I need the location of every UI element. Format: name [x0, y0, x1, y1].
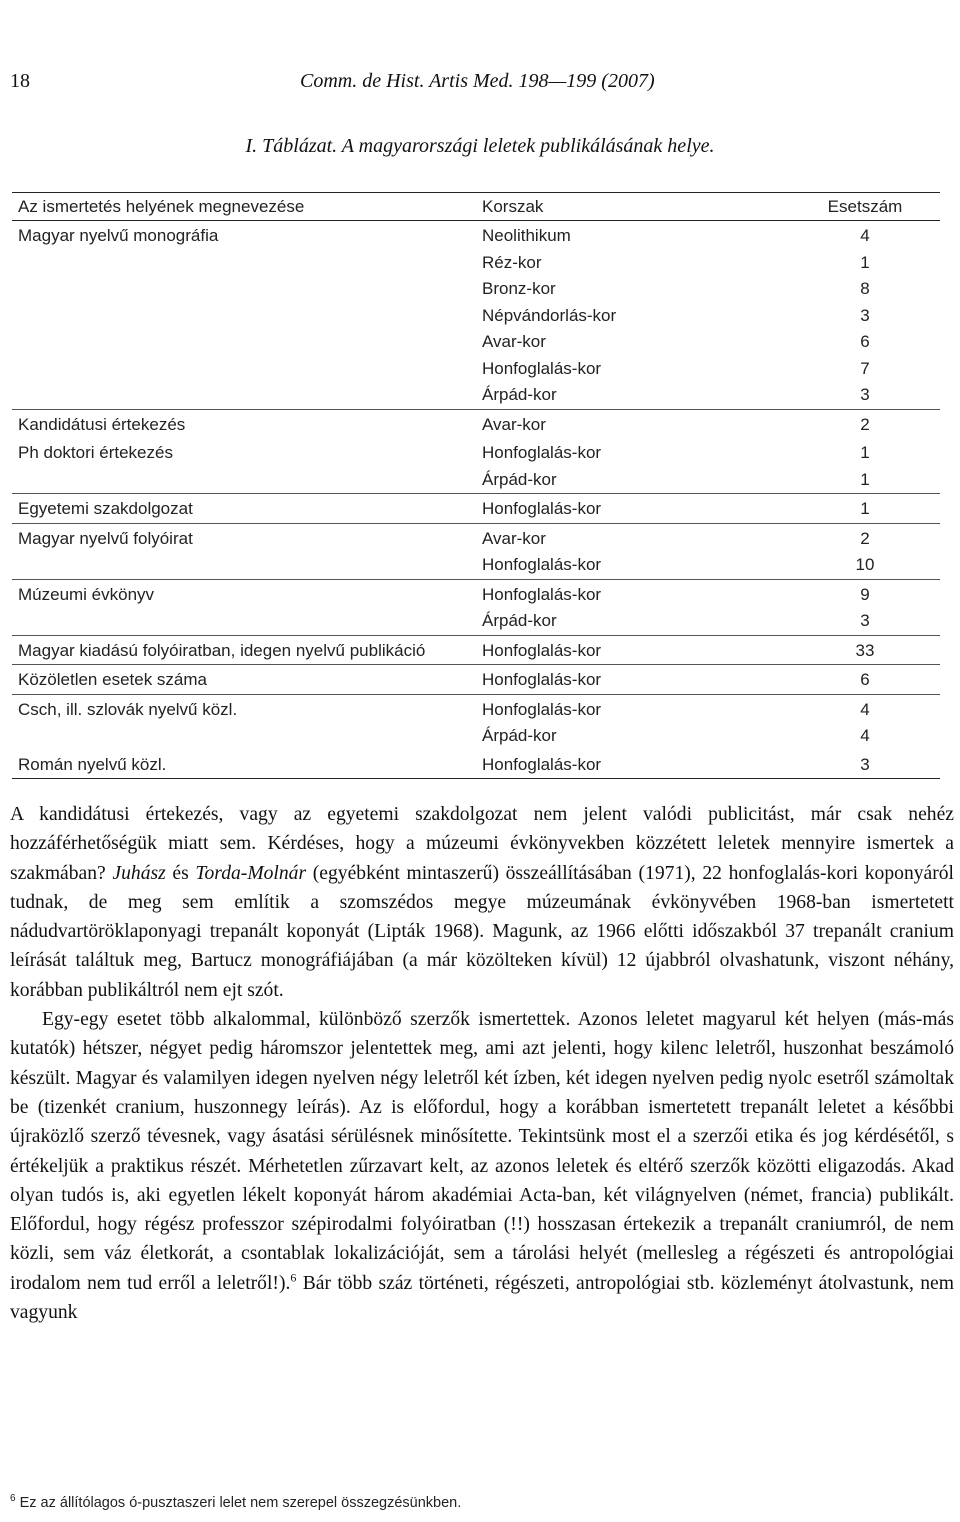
footnote-text: Ez az állítólagos ó-pusztaszeri lelet nem szerepel összegzésünkben. [15, 1494, 462, 1511]
table-header-row [12, 193, 940, 221]
count-cell [790, 221, 940, 409]
count-cell [790, 636, 940, 665]
count-value: 2 [860, 528, 870, 548]
count-value: 3 [860, 305, 870, 325]
period-value: Honfoglalás-kor [482, 640, 602, 660]
table-row-group [12, 221, 940, 410]
period-value: Avar-kor [482, 528, 546, 548]
count-value: 33 [855, 640, 875, 660]
table-row-group [12, 494, 940, 524]
period-value: Honfoglalás-kor [482, 499, 602, 518]
table-row-group [12, 750, 940, 779]
period-cell [482, 410, 790, 439]
journal-reference: Comm. de Hist. Artis Med. 198—199 (2007) [300, 70, 655, 92]
column-header-period: Korszak [482, 196, 544, 216]
paragraph-text: Egy-egy esetet több alkalommal, különböző szerzők ismertettek. Azonos leletet magyarul két helyen (más-más kutatók) hétszer, négyet pedig háromszor jelentettek meg, ami azt jelenti, hogy kilenc leletről, huszonhat beszámoló készült. Magyar és valamilyen idegen nyelven négy leletről két ízben, két idegen nyelven pedig nyolc esetről számoltak be (tizenkét cranium, huszonnegy leírás). Az is előfordul, hogy a korábban ismertetett trepanált leletet a későbbi újraközlő szerző tévesnek, vagy ásatási sérülésnek minősítette. Tekintsünk most el a szerzői etika és jog kérdésétől, s értékeljük a praktikus részét. Mérhetetlen zűrzavart kelt, az azonos leletek és eltérő szerzők közötti eligazodás. Akad olyan tudós is, aki egyetlen lékelt koponyát három akadémiai Acta-ban, két világnyelven (német, francia) publikált. Előfordul, hogy régész professzor szépirodalmi folyóiratban (!!) hosszasan értekezik a trepanált craniumról, de nem közli, sem váz életkorát, a csontablak lokalizációját, sem a tárolási helyét (mellesleg a régészeti és antropológiai irodalom nem tud erről a leletről!). [10, 1009, 954, 1294]
publication-venue-table [12, 192, 940, 779]
period-cell [482, 636, 790, 665]
period-cell [482, 524, 790, 579]
footnote-reference[interactable]: 6 [290, 1270, 297, 1285]
count-value: 1 [860, 252, 870, 272]
period-cell [482, 494, 790, 523]
table-row-group [12, 695, 940, 750]
count-value: 8 [860, 279, 870, 298]
count-cell [790, 665, 940, 694]
period-cell [482, 750, 790, 779]
author-name: Torda-Molnár [195, 862, 307, 884]
count-cell [790, 524, 940, 579]
author-name: Juhász [112, 862, 166, 884]
venue-cell: Kandidátusi értekezés [18, 414, 186, 434]
paragraph [10, 1005, 954, 1327]
table-row-group [12, 580, 940, 636]
venue-cell: Csch, ill. szlovák nyelvű közl. [18, 699, 238, 719]
period-value: Árpád-kor [482, 469, 557, 489]
count-cell [790, 695, 940, 750]
count-value: 1 [860, 443, 870, 462]
venue-cell: Román nyelvű közl. [18, 754, 167, 774]
period-value: Honfoglalás-kor [482, 358, 602, 378]
count-value: 3 [860, 385, 870, 404]
venue-cell: Magyar kiadású folyóiratban, idegen nyelvű publikáció [18, 640, 426, 660]
column-header-count: Esetszám [827, 196, 903, 216]
venue-cell: Közöletlen esetek száma [18, 670, 207, 689]
count-value: 7 [860, 358, 870, 378]
count-value: 2 [860, 414, 870, 434]
page-number: 18 [10, 70, 30, 92]
count-value: 3 [860, 754, 870, 774]
period-cell [482, 695, 790, 750]
table-caption: I. Táblázat. A magyarországi leletek publikálásának helye. [245, 135, 715, 157]
table-row-group [12, 665, 940, 695]
period-value: Bronz-kor [482, 279, 556, 298]
venue-cell: Egyetemi szakdolgozat [18, 499, 193, 518]
period-value: Árpád-kor [482, 385, 557, 404]
period-cell [482, 221, 790, 409]
count-cell [790, 410, 940, 439]
count-value: 1 [860, 469, 870, 489]
period-value: Árpád-kor [482, 611, 557, 630]
count-value: 4 [860, 699, 870, 719]
count-value: 4 [860, 226, 870, 245]
table-row-group [12, 410, 940, 439]
venue-cell: Magyar nyelvű monográfia [18, 226, 219, 245]
count-cell [790, 750, 940, 779]
period-cell [482, 438, 790, 493]
count-value: 9 [860, 584, 870, 604]
count-cell [790, 438, 940, 493]
period-cell [482, 580, 790, 635]
count-value: 3 [860, 611, 870, 630]
period-value: Honfoglalás-kor [482, 584, 602, 604]
paragraph-text: A kandidátusi értekezés, vagy az egyetemi szakdolgozat nem jelent valódi publicitást, már csak nehéz hozzáférhetőségük miatt sem. Kérdéses, hogy a múzeumi évkönyvekben közzétett leletek mennyire ismertek a szakmában? [10, 804, 954, 884]
footnote [10, 1493, 950, 1511]
count-value: 4 [860, 726, 870, 745]
period-value: Honfoglalás-kor [482, 699, 602, 719]
count-value: 10 [855, 555, 875, 574]
period-value: Népvándorlás-kor [482, 305, 617, 325]
paragraph [10, 800, 954, 1005]
paragraph-text: Bár több száz történeti, régészeti, antropológiai stb. közleményt átolvastunk, nem vagyunk [10, 1272, 954, 1324]
page-header [10, 70, 950, 100]
period-value: Avar-kor [482, 332, 546, 351]
count-value: 1 [860, 499, 870, 518]
period-value: Neolithikum [482, 226, 571, 245]
table-row-group [12, 636, 940, 666]
venue-cell: Magyar nyelvű folyóirat [18, 528, 193, 548]
period-cell [482, 665, 790, 694]
venue-cell: Ph doktori értekezés [18, 443, 173, 462]
period-value: Réz-kor [482, 252, 542, 272]
period-value: Honfoglalás-kor [482, 443, 602, 462]
count-value: 6 [860, 670, 870, 689]
period-value: Árpád-kor [482, 726, 557, 745]
count-cell [790, 580, 940, 635]
table-row-group [12, 524, 940, 580]
paragraph-text: és [165, 862, 196, 884]
period-value: Honfoglalás-kor [482, 555, 602, 574]
footnote-marker: 6 [10, 1493, 16, 1504]
period-value: Honfoglalás-kor [482, 670, 602, 689]
table-row-group [12, 438, 940, 494]
column-header-venue: Az ismertetés helyének megnevezése [18, 196, 305, 216]
count-cell [790, 494, 940, 523]
paragraph-text: (egyébként mintaszerű) összeállításában (1971), 22 honfoglalás-kori koponyáról tudnak, de meg sem említik a szomszédos megye múzeumának évkönyvében 1968-ban ismertetett nádudvartöröklaponyagi trepanált koponyát (Lipták 1968). Magunk, az 1966 előtti időszakból 37 trepanált cranium leírását találtuk meg, Bartucz monográfiájában (a már közölteken kívül) 12 újabbról olvashatunk, viszont néhány, korábban publikáltról nem ejt szót. [10, 862, 954, 1001]
count-value: 6 [860, 332, 870, 351]
period-value: Honfoglalás-kor [482, 754, 602, 774]
body-text [10, 800, 954, 1327]
period-value: Avar-kor [482, 414, 546, 434]
venue-cell: Múzeumi évkönyv [18, 584, 155, 604]
